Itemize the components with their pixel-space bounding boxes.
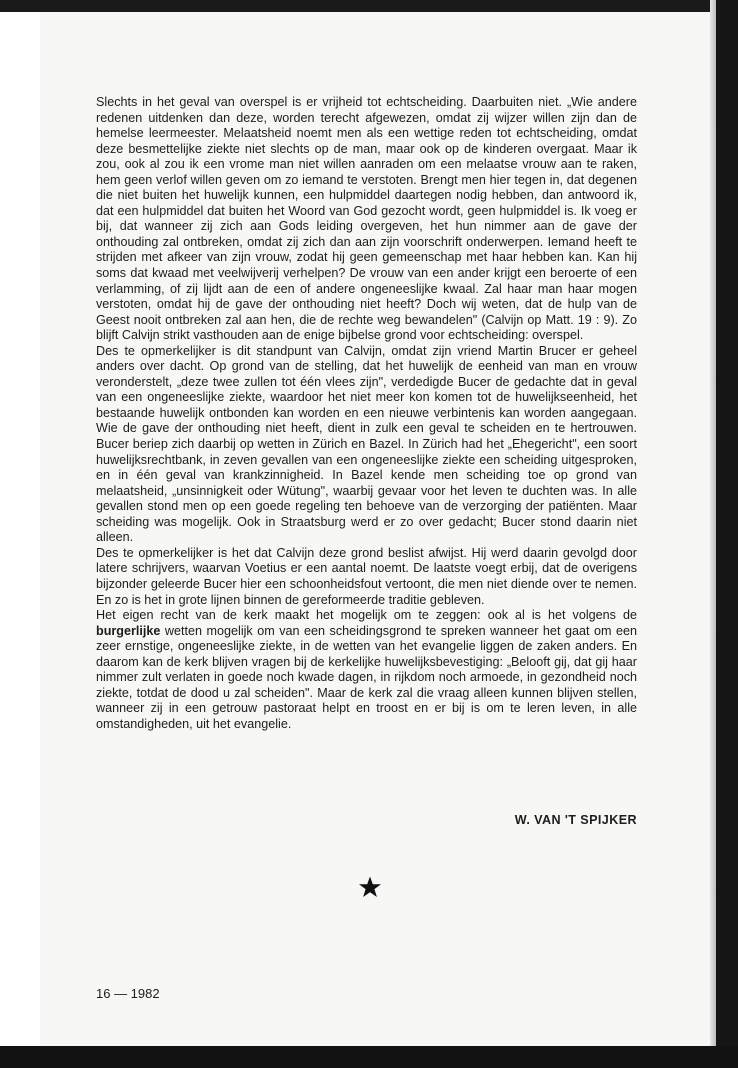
paragraph-text-before: Het eigen recht van de kerk maakt het mogelijk om te zeggen: ook al is het volgens de bbox=[96, 608, 637, 623]
emphasized-word: burgerlijke bbox=[96, 623, 161, 638]
page-number: 16 — 1982 bbox=[96, 986, 160, 1001]
star-icon bbox=[358, 875, 382, 899]
scan-border-right bbox=[716, 0, 738, 1068]
article-paragraph: Des te opmerkelijker is het dat Calvijn deze grond beslist afwijst. Hij werd daarin gevolgd door latere schrijvers, waarvan Voetius er een aantal noemt. De laatste voegt erbij, dat de overigens bijzonder geleerde Bucer hier een schoonheidsfout vertoont, die men niet diende over te nemen. En zo is het in grote lijnen binnen de gereformeerde traditie gebleven. bbox=[96, 545, 637, 607]
article-paragraph-final bbox=[96, 608, 637, 732]
article-paragraph: Slechts in het geval van overspel is er vrijheid tot echtscheiding. Daarbuiten niet. „Wie andere redenen uitdenken dan deze, worden terecht afgewezen, omdat zij wijzer willen zijn dan de hemelse leermeester. Melaatsheid noemt men als een wettige reden tot echtscheiding, omdat deze besmettelijke ziekte niet slechts op de man, maar ook op de kinderen overgaat. Maar ik zou, ook al zou ik een vrome man niet willen aanraden om een melaatse vrouw aan te raken, hem geen verlof willen geven om zo iemand te verstoten. Brengt men hier tegen in, dat degenen die niet buiten het huwelijk kunnen, een hulpmiddel daartegen nodig hebben, dan antwoord ik, dat een hulpmiddel dat buiten het Woord van God gezocht wordt, geen hulpmiddel is. Ik voeg er bij, dat wanneer zij zich aan Gods leiding overgeven, het hun nimmer aan de gave der onthouding zal ontbreken, omdat zij zich dan aan zijn voorschrift onderwerpen. Iemand heeft te strijden met afkeer van zijn vrouw, zodat hij geen gemeenschap met haar hebben kan. Kan hij soms dat kwaad met veelwijverij verhelpen? De vrouw van een ander krijgt een beroerte of een verlamming, of zij lijdt aan de een of andere ongeneeslijke kwaal. Zal haar man haar mogen verstoten, omdat hij de gave der onthouding niet heeft? Doch wij weten, dat de hulp van de Geest nooit ontbreken zal aan hen, die de rechte weg bewandelen" (Calvijn op Matt. 19 : 9). Zo blijft Calvijn strikt vasthouden aan de enige bijbelse grond voor echtscheiding: overspel. bbox=[96, 95, 637, 343]
scan-border-bottom bbox=[0, 1046, 738, 1068]
article-paragraph: Des te opmerkelijker is dit standpunt van Calvijn, omdat zijn vriend Martin Brucer er geheel anders over dacht. Op grond van de stelling, dat het huwelijk de eenheid van man en vrouw veronderstelt, „deze twee zullen tot één vlees zijn", verdedigde Bucer de gedachte dat in geval van een ongeneeslijke ziekte, waardoor het niet meer kon komen tot de huwelijkseenheid, het bestaande huwelijk ontbonden kan worden en een nieuwe verbintenis kan worden aangegaan. Wie de gave der onthouding niet heeft, dient in zulk een geval te scheiden en te hertrouwen. Bucer beriep zich daarbij op wetten in Zürich en Bazel. In Zürich had het „Ehegericht", een soort huwelijksrechtbank, in zeven gevallen van een ongeneeslijke ziekte een scheiding uitgesproken, en in één geval van krankzinnigheid. In Bazel kende men scheiding toe op grond van melaatsheid, „unsinnigkeit oder Wütung", waarbij gevaar voor het leven te duchten was. In alle gevallen stond men op een goede regeling ten behoeve van de verzorging der patiënten. Maar scheiding was mogelijk. Ook in Straatsburg werd er zo over gedacht; Bucer stond daarin niet alleen. bbox=[96, 343, 637, 545]
paragraph-text-after: wetten mogelijk om van een scheidingsgrond te spreken wanneer het gaat om een zeer ernstige, ongeneeslijke ziekte, in de wetten van het evangelie liggen de zaken anders. En daarom kan de kerk blijven vragen bij de kerkelijke huwelijksbevestiging: „Belooft gij, dat gij haar nimmer zult verlaten in goede noch kwade dagen, in rijkdom noch armoede, in gezondheid noch ziekte, totdat de dood u zal scheiden". Maar de kerk zal die vraag alleen kunnen blijven stellen, wanneer zij in een getrouw pastoraat helpt en troost en er bij is om te leren leven, in alle omstandigheden, uit het evangelie. bbox=[96, 623, 637, 731]
author-signature: W. VAN 'T SPIJKER bbox=[514, 813, 637, 827]
scan-border-top bbox=[0, 0, 738, 12]
article-body bbox=[96, 95, 637, 732]
